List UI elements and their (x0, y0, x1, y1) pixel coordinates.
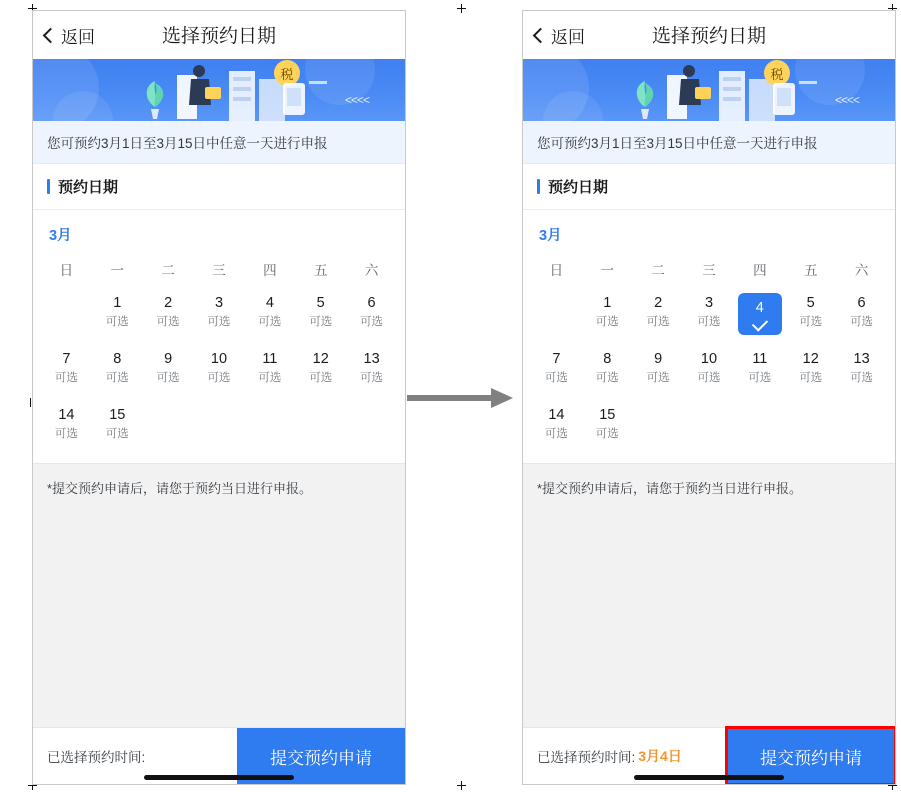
day-status: 可选 (360, 372, 384, 384)
calendar-day[interactable] (295, 289, 346, 345)
calendar-day[interactable] (633, 289, 684, 345)
weekday-label: 六 (854, 263, 869, 278)
calendar-day[interactable] (684, 289, 735, 345)
day-status: 可选 (544, 428, 568, 440)
submit-appointment-button[interactable]: 提交预约申请 (727, 728, 895, 784)
day-status: 可选 (258, 316, 282, 328)
calendar-empty-cell (531, 289, 582, 345)
day-number: 8 (113, 351, 122, 367)
day-status: 可选 (105, 428, 129, 440)
phone-screen-after (522, 10, 896, 785)
day-number: 12 (802, 351, 819, 367)
crop-mark (461, 781, 462, 790)
weekday-label: 六 (364, 263, 379, 278)
selected-time-label: 已选择预约时间: (47, 750, 146, 765)
calendar-day[interactable] (836, 345, 887, 401)
svg-text:税: 税 (770, 67, 784, 82)
day-status: 可选 (748, 372, 772, 384)
section-accent-bar (47, 179, 50, 194)
day-status: 可选 (799, 316, 823, 328)
day-number: 6 (367, 295, 376, 311)
day-number: 4 (265, 295, 274, 311)
calendar-day[interactable] (582, 401, 633, 457)
weekday-label: 五 (313, 263, 328, 278)
selected-time-label: 已选择预约时间: (537, 750, 636, 765)
day-number: 7 (62, 351, 71, 367)
day-status: 可选 (207, 316, 231, 328)
day-status: 可选 (105, 316, 129, 328)
promo-banner (523, 59, 895, 121)
page-title: 选择预约日期 (161, 26, 276, 47)
day-status: 可选 (54, 372, 78, 384)
calendar-day[interactable] (531, 401, 582, 457)
weekday-label: 二 (651, 263, 665, 278)
day-status: 可选 (646, 372, 670, 384)
banner-chevrons-icon: <<<< (834, 93, 859, 107)
day-number: 14 (548, 407, 565, 423)
calendar-weekday-header (531, 253, 887, 289)
day-status: 可选 (156, 372, 180, 384)
crop-mark (30, 398, 31, 407)
crop-mark (461, 4, 462, 13)
day-number: 3 (214, 295, 224, 311)
day-number: 9 (164, 351, 173, 367)
svg-text:税: 税 (280, 67, 294, 82)
day-status: 可选 (595, 316, 619, 328)
calendar-day[interactable] (41, 345, 92, 401)
calendar-day[interactable] (346, 289, 397, 345)
day-status: 可选 (697, 372, 721, 384)
day-status: 可选 (595, 428, 619, 440)
day-status: 可选 (850, 316, 874, 328)
day-number: 2 (164, 295, 173, 311)
weekday-label: 四 (753, 263, 767, 278)
calendar-day[interactable] (92, 345, 143, 401)
day-status: 可选 (646, 316, 670, 328)
day-number: 13 (363, 351, 380, 367)
content-before (33, 59, 405, 784)
tip-text: *提交预约申请后，请您于预约当日进行申报。 (33, 463, 405, 509)
calendar-day[interactable] (194, 345, 245, 401)
section-accent-bar (537, 179, 540, 194)
calendar-day[interactable] (346, 345, 397, 401)
phone-screen-before (32, 10, 406, 785)
day-number: 15 (109, 407, 126, 423)
day-number: 10 (700, 351, 718, 367)
calendar-day[interactable] (295, 345, 346, 401)
day-number: 3 (704, 295, 714, 311)
section-header-appointment-date (523, 164, 895, 210)
notice-text: 您可预约3月1日至3月15日中任意一天进行申报 (33, 121, 405, 164)
day-number: 7 (552, 351, 561, 367)
weekday-label: 五 (803, 263, 818, 278)
day-number: 6 (857, 295, 866, 311)
back-label: 返回 (61, 28, 95, 47)
day-number: 1 (113, 295, 122, 311)
page-title: 选择预约日期 (651, 26, 766, 47)
arrow-head (491, 388, 513, 408)
day-status: 可选 (360, 316, 384, 328)
day-number: 12 (312, 351, 329, 367)
calendar-day[interactable] (92, 401, 143, 457)
calendar-month-label: 3月 (49, 228, 72, 244)
weekday-label: 日 (549, 263, 564, 278)
transition-arrow-icon (407, 388, 515, 408)
calendar-day[interactable] (244, 289, 295, 345)
selected-time-value: 3月4日 (638, 748, 682, 764)
calendar-day[interactable] (92, 289, 143, 345)
banner-illustration-icon (523, 59, 895, 121)
navbar-before (33, 11, 405, 59)
day-number: 14 (58, 407, 75, 423)
section-title: 预约日期 (58, 179, 119, 196)
calendar-day[interactable] (684, 345, 735, 401)
weekday-label: 三 (702, 263, 716, 278)
calendar-day[interactable] (582, 289, 633, 345)
calendar-day[interactable] (582, 345, 633, 401)
calendar-day[interactable] (785, 289, 836, 345)
day-number: 1 (603, 295, 612, 311)
day-status: 可选 (595, 372, 619, 384)
day-status: 可选 (105, 372, 129, 384)
calendar-day[interactable] (633, 345, 684, 401)
weekday-label: 四 (263, 263, 277, 278)
calendar-day[interactable] (143, 289, 194, 345)
calendar-day[interactable] (531, 345, 582, 401)
calendar-day[interactable] (836, 289, 887, 345)
calendar-day[interactable] (734, 345, 785, 401)
day-number: 10 (210, 351, 228, 367)
calendar-day-selected[interactable] (734, 289, 785, 345)
calendar-day[interactable] (194, 289, 245, 345)
calendar-weekday-header (41, 253, 397, 289)
day-number: 8 (603, 351, 612, 367)
home-indicator (634, 775, 784, 780)
section-header-appointment-date (33, 164, 405, 210)
day-status: 可选 (697, 316, 721, 328)
weekday-label: 一 (600, 263, 615, 278)
promo-banner (33, 59, 405, 121)
day-number: 4 (755, 300, 764, 316)
check-icon (752, 315, 768, 331)
day-number: 9 (654, 351, 663, 367)
weekday-label: 二 (161, 263, 175, 278)
banner-illustration-icon (33, 59, 405, 121)
day-status: 可选 (309, 372, 333, 384)
calendar-day[interactable] (41, 401, 92, 457)
submit-appointment-button[interactable]: 提交预约申请 (237, 728, 405, 784)
day-status: 可选 (156, 316, 180, 328)
day-number: 13 (853, 351, 870, 367)
day-status: 可选 (544, 372, 568, 384)
navbar-after (523, 11, 895, 59)
banner-chevrons-icon: <<<< (344, 93, 369, 107)
day-status: 可选 (207, 372, 231, 384)
calendar-day-grid (41, 289, 397, 457)
day-number: 11 (262, 351, 278, 367)
calendar-day-grid (531, 289, 887, 457)
day-status: 可选 (850, 372, 874, 384)
calendar-empty-cell (41, 289, 92, 345)
day-number: 2 (654, 295, 663, 311)
notice-text: 您可预约3月1日至3月15日中任意一天进行申报 (523, 121, 895, 164)
weekday-label: 三 (212, 263, 226, 278)
day-number: 11 (752, 351, 768, 367)
day-status: 可选 (54, 428, 78, 440)
home-indicator (144, 775, 294, 780)
calendar-before (33, 210, 405, 463)
selected-day-pill (738, 293, 782, 335)
day-number: 15 (599, 407, 616, 423)
day-status: 可选 (258, 372, 282, 384)
weekday-label: 一 (110, 263, 125, 278)
day-number: 5 (806, 295, 815, 311)
calendar-month-label: 3月 (539, 228, 562, 244)
weekday-label: 日 (59, 263, 74, 278)
arrow-line (407, 395, 495, 401)
calendar-day[interactable] (785, 345, 836, 401)
back-label: 返回 (551, 28, 585, 47)
calendar-day[interactable] (143, 345, 194, 401)
calendar-after (523, 210, 895, 463)
content-after (523, 59, 895, 784)
day-number: 5 (316, 295, 325, 311)
calendar-day[interactable] (244, 345, 295, 401)
day-status: 可选 (799, 372, 823, 384)
day-status: 可选 (309, 316, 333, 328)
tip-text: *提交预约申请后，请您于预约当日进行申报。 (523, 463, 895, 509)
section-title: 预约日期 (548, 179, 609, 196)
